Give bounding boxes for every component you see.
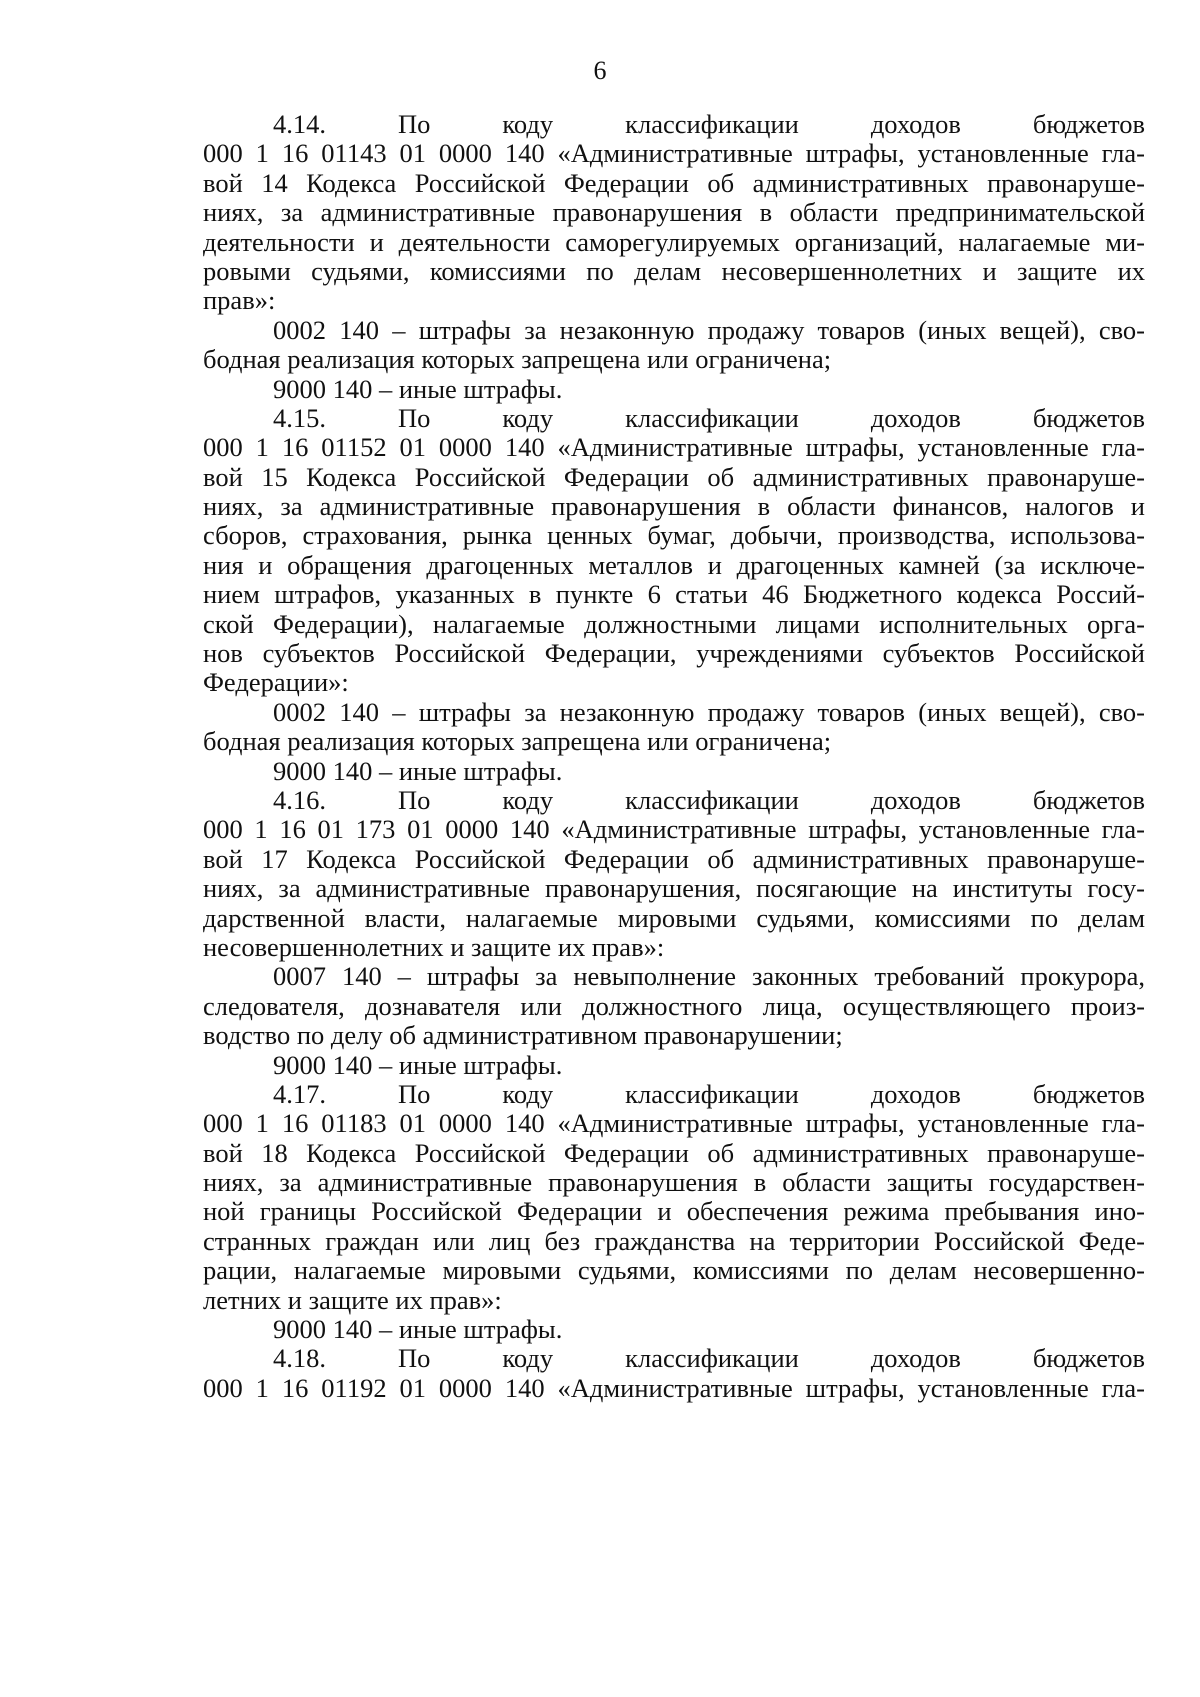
text-line: 4.16. По кодy классификации доходов бюджетов — [273, 784, 1145, 815]
text-line: ровыми судьями, комиссиями по делам несовершеннолетних и защите их — [203, 255, 1145, 286]
page-number: 6 — [593, 56, 607, 85]
text-line: ной границы Российской Федерации и обеспечения режима пребывания ино- — [203, 1196, 1145, 1227]
text-line: вой 17 Кодекса Российской Федерации об административных правонаруше- — [203, 843, 1145, 874]
text-line: 9000 140 – иные штрафы. — [273, 1314, 563, 1345]
text-line: Федерации»: — [203, 667, 349, 698]
text-line: рации, налагаемые мировыми судьями, комиссиями по делам несовершенно- — [203, 1255, 1145, 1286]
text-line: 000 1 16 01 173 01 0000 140 «Административные штрафы, установленные гла- — [203, 814, 1145, 845]
text-line: ниях, за административные правонарушения в области финансов, налогов и — [203, 491, 1145, 522]
text-line: несовершеннолетних и защите их прав»: — [203, 931, 665, 962]
text-line: водство по делу об административном правонарушении; — [203, 1020, 843, 1051]
text-line: дарственной власти, налагаемые мировыми судьями, комиссиями по делам — [203, 902, 1145, 933]
text-line: странных граждан или лиц без гражданства на территории Российской Феде- — [203, 1225, 1145, 1256]
text-line: 0007 140 – штрафы за невыполнение законных требований прокурора, — [273, 961, 1145, 992]
text-line: 9000 140 – иные штрафы. — [273, 1049, 563, 1080]
document-body — [203, 110, 1145, 1403]
text-line: 4.17. По кодy классификации доходов бюджетов — [273, 1078, 1145, 1109]
text-line: 0002 140 – штрафы за незаконную продажу товаров (иных вещей), сво- — [273, 696, 1145, 727]
text-line: следователя, дознавателя или должностного лица, осуществляющего произ- — [203, 990, 1145, 1021]
text-line: ниях, за административные правонарушения в области предпринимательской — [203, 197, 1145, 228]
text-line: 4.14. По кодy классификации доходов бюджетов — [273, 109, 1145, 139]
text-line: нов субъектов Российской Федерации, учреждениями субъектов Российской — [203, 638, 1145, 669]
text-line: 9000 140 – иные штрафы. — [273, 373, 563, 404]
text-line: ской Федерации), налагаемые должностными лицами исполнительных орга- — [203, 608, 1145, 639]
text-line: ниях, за административные правонарушения в области защиты государствен- — [203, 1167, 1145, 1198]
text-line: вой 14 Кодекса Российской Федерации об административных правонаруше- — [203, 167, 1145, 198]
text-line: 9000 140 – иные штрафы. — [273, 755, 563, 786]
text-line: нием штрафов, указанных в пункте 6 статьи 46 Бюджетного кодекса Россий- — [203, 579, 1145, 610]
text-line: 000 1 16 01143 01 0000 140 «Административные штрафы, установленные гла- — [203, 138, 1145, 169]
text-line: 000 1 16 01183 01 0000 140 «Административные штрафы, установленные гла- — [203, 1108, 1145, 1139]
text-line: бодная реализация которых запрещена или ограничена; — [203, 344, 832, 375]
text-line: ниях, за административные правонарушения, посягающие на институты госу- — [203, 873, 1145, 904]
text-line: 4.15. По кодy классификации доходов бюджетов — [273, 402, 1145, 433]
text-line: бодная реализация которых запрещена или ограничена; — [203, 726, 832, 757]
text-line: летних и защите их прав»: — [203, 1284, 502, 1315]
text-line: сборов, страхования, рынка ценных бумаг, добычи, производства, использова- — [203, 520, 1145, 551]
text-line: деятельности и деятельности саморегулируемых организаций, налагаемые ми- — [203, 226, 1145, 257]
text-line: ния и обращения драгоценных металлов и драгоценных камней (за исключе- — [203, 549, 1145, 580]
text-line: прав»: — [203, 285, 276, 316]
text-line: 4.18. По кодy классификации доходов бюджетов — [273, 1343, 1145, 1374]
text-line: вой 15 Кодекса Российской Федерации об административных правонаруше- — [203, 461, 1145, 492]
text-line: 000 1 16 01152 01 0000 140 «Административные штрафы, установленные гла- — [203, 432, 1145, 463]
text-line: вой 18 Кодекса Российской Федерации об административных правонаруше- — [203, 1137, 1145, 1168]
text-line: 0002 140 – штрафы за незаконную продажу товаров (иных вещей), сво- — [273, 314, 1145, 345]
text-line: 000 1 16 01192 01 0000 140 «Административные штрафы, установленные гла- — [203, 1372, 1145, 1403]
